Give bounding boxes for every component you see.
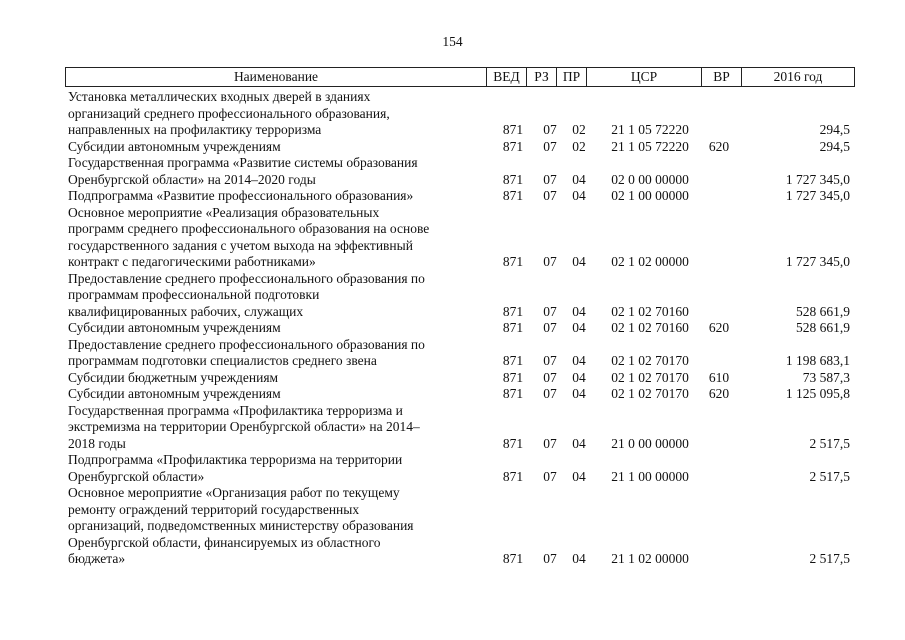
cell-vr: 620 <box>708 320 730 335</box>
cell-sum: 1 727 345,0 <box>785 188 850 203</box>
row-name-line: экстремизма на территории Оренбургской области» на 2014– <box>68 419 420 434</box>
cell-csr: 02 1 02 00000 <box>611 254 689 269</box>
cell-pr: 04 <box>572 188 586 203</box>
cell-ved: 871 <box>502 188 524 203</box>
row-name <box>68 337 480 370</box>
row-name-line: 2018 годы <box>68 435 126 451</box>
table-row <box>0 271 905 321</box>
row-name-line: Основное мероприятие «Организация работ по текущему <box>68 485 400 500</box>
cell-rz: 07 <box>543 254 557 269</box>
cell-rz: 07 <box>543 435 557 451</box>
cell-sum: 73 587,3 <box>802 369 850 385</box>
cell-ved: 871 <box>502 468 524 484</box>
cell-csr: 02 1 02 70160 <box>611 303 689 319</box>
table-row <box>0 188 905 205</box>
row-name <box>68 188 480 205</box>
table-row <box>0 139 905 156</box>
cell-pr: 04 <box>572 369 586 385</box>
header-rz: РЗ <box>526 68 556 86</box>
cell-ved: 871 <box>502 551 524 566</box>
cell-sum: 528 661,9 <box>796 320 850 335</box>
table-row <box>0 485 905 568</box>
row-name-line: Оренбургской области» на 2014–2020 годы <box>68 171 316 187</box>
cell-rz: 07 <box>543 386 557 401</box>
cell-csr: 02 1 02 70160 <box>611 320 689 335</box>
row-name-line: ремонту ограждений территорий государственных <box>68 501 360 517</box>
cell-pr: 04 <box>572 386 586 401</box>
row-name-line: контракт с педагогическими работниками» <box>68 254 316 269</box>
cell-rz: 07 <box>543 303 557 319</box>
row-name-line: Установка металлических входных дверей в зданиях <box>68 89 371 104</box>
row-name <box>68 370 480 387</box>
row-name-line: программам подготовки специалистов среднего звена <box>68 353 377 368</box>
row-name-line: Субсидии автономным учреждениям <box>68 138 281 154</box>
cell-rz: 07 <box>543 171 557 187</box>
table-header <box>65 67 855 87</box>
row-name-line: бюджета» <box>68 551 126 566</box>
row-name-line: программ среднего профессионального образования на основе <box>68 221 430 236</box>
cell-rz: 07 <box>543 369 557 385</box>
cell-pr: 04 <box>572 468 586 484</box>
table-row <box>0 155 905 188</box>
cell-csr: 02 1 02 70170 <box>611 353 689 368</box>
table-row <box>0 370 905 387</box>
row-name-line: Основное мероприятие «Реализация образовательных <box>68 204 380 220</box>
row-name <box>68 386 480 403</box>
cell-pr: 04 <box>572 171 586 187</box>
cell-rz: 07 <box>543 320 557 335</box>
cell-pr: 04 <box>572 320 586 335</box>
table-body <box>0 89 905 568</box>
row-name-line: Оренбургской области, финансируемых из областного <box>68 534 381 550</box>
row-name <box>68 271 480 321</box>
cell-ved: 871 <box>502 320 524 335</box>
cell-pr: 04 <box>572 254 586 269</box>
cell-pr: 04 <box>572 353 586 368</box>
cell-pr: 02 <box>572 138 586 154</box>
cell-csr: 02 1 02 70170 <box>611 369 689 385</box>
cell-sum: 1 125 095,8 <box>785 386 850 401</box>
cell-csr: 02 1 02 70170 <box>611 386 689 401</box>
cell-rz: 07 <box>543 138 557 154</box>
cell-ved: 871 <box>502 122 524 137</box>
cell-sum: 294,5 <box>819 122 850 137</box>
cell-csr: 21 0 00 00000 <box>611 435 689 451</box>
cell-ved: 871 <box>502 303 524 319</box>
cell-vr: 620 <box>708 386 730 401</box>
table-row <box>0 386 905 403</box>
cell-csr: 21 1 00 00000 <box>611 468 689 484</box>
row-name <box>68 139 480 156</box>
cell-rz: 07 <box>543 468 557 484</box>
row-name <box>68 485 480 568</box>
table-row <box>0 205 905 271</box>
row-name <box>68 89 480 139</box>
header-ved: ВЕД <box>486 68 526 86</box>
cell-ved: 871 <box>502 369 524 385</box>
cell-ved: 871 <box>502 254 524 269</box>
cell-sum: 1 727 345,0 <box>785 254 850 269</box>
header-pr: ПР <box>556 68 586 86</box>
cell-ved: 871 <box>502 353 524 368</box>
row-name-line: квалифицированных рабочих, служащих <box>68 303 304 319</box>
cell-sum: 2 517,5 <box>809 551 850 566</box>
row-name <box>68 205 480 271</box>
table-row <box>0 89 905 139</box>
cell-csr: 21 1 05 72220 <box>611 122 689 137</box>
cell-pr: 04 <box>572 551 586 566</box>
cell-sum: 294,5 <box>819 138 850 154</box>
cell-rz: 07 <box>543 353 557 368</box>
cell-pr: 04 <box>572 303 586 319</box>
table-row <box>0 337 905 370</box>
cell-vr: 620 <box>708 138 730 154</box>
cell-sum: 2 517,5 <box>809 468 850 484</box>
row-name <box>68 155 480 188</box>
header-name: Наименование <box>233 69 319 84</box>
cell-ved: 871 <box>502 138 524 154</box>
header-csr: ЦСР <box>586 68 701 86</box>
cell-csr: 02 0 00 00000 <box>611 171 689 187</box>
row-name-line: государственного задания с учетом выхода на эффективный <box>68 237 413 253</box>
cell-csr: 02 1 00 00000 <box>611 188 689 203</box>
cell-pr: 04 <box>572 435 586 451</box>
table-row <box>0 320 905 337</box>
cell-sum: 1 198 683,1 <box>785 353 850 368</box>
row-name-line: Государственная программа «Профилактика терроризма и <box>68 402 403 418</box>
cell-rz: 07 <box>543 188 557 203</box>
row-name-line: Субсидии автономным учреждениям <box>68 320 281 335</box>
cell-sum: 528 661,9 <box>796 303 850 319</box>
cell-ved: 871 <box>502 171 524 187</box>
row-name-line: направленных на профилактику терроризма <box>68 122 322 137</box>
row-name-line: Подпрограмма «Профилактика терроризма на территории <box>68 452 403 467</box>
row-name-line: Подпрограмма «Развитие профессионального образования» <box>68 188 414 203</box>
row-name-line: Субсидии автономным учреждениям <box>68 386 281 401</box>
cell-ved: 871 <box>502 435 524 451</box>
cell-rz: 07 <box>543 122 557 137</box>
row-name <box>68 403 480 453</box>
cell-rz: 07 <box>543 551 557 566</box>
row-name-line: Оренбургской области» <box>68 468 205 484</box>
cell-sum: 2 517,5 <box>809 435 850 451</box>
cell-pr: 02 <box>572 122 586 137</box>
row-name <box>68 320 480 337</box>
row-name-line: организаций среднего профессионального образования, <box>68 105 390 121</box>
row-name-line: Предоставление среднего профессионального образования по <box>68 270 425 286</box>
page-number: 154 <box>442 34 463 49</box>
row-name <box>68 452 480 485</box>
table-row <box>0 452 905 485</box>
row-name-line: организаций, подведомственных министерству образования <box>68 518 414 533</box>
row-name-line: Государственная программа «Развитие системы образования <box>68 155 418 170</box>
table-row <box>0 403 905 453</box>
header-vr: ВР <box>701 68 741 86</box>
cell-sum: 1 727 345,0 <box>785 171 850 187</box>
cell-csr: 21 1 05 72220 <box>611 138 689 154</box>
header-year: 2016 год <box>741 68 854 86</box>
row-name-line: Предоставление среднего профессионального образования по <box>68 336 425 352</box>
cell-ved: 871 <box>502 386 524 401</box>
row-name-line: программам профессиональной подготовки <box>68 287 320 302</box>
row-name-line: Субсидии бюджетным учреждениям <box>68 369 279 385</box>
cell-vr: 610 <box>708 369 730 385</box>
cell-csr: 21 1 02 00000 <box>611 551 689 566</box>
